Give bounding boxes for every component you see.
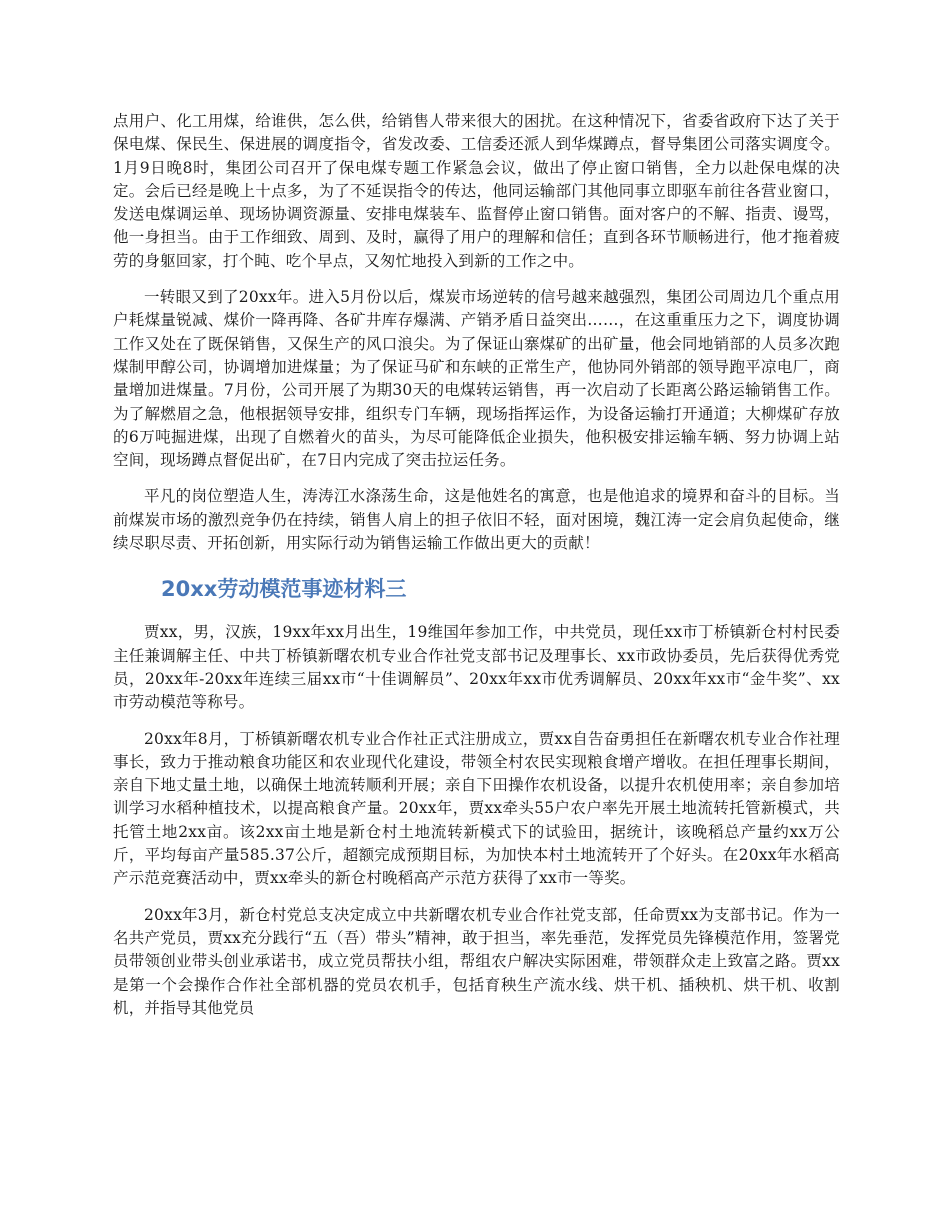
section-heading: 20xx劳动模范事迹材料三 (161, 577, 407, 602)
paragraph: 点用户、化工用煤，给谁供，怎么供，给销售人带来很大的困扰。在这种情况下，省委省政府下达了关于保电煤、保民生、保进展的调度指令，省发改委、工信委还派人到华煤蹲点，督导集团公司落实调度令。1月9日晚8时，集团公司召开了保电煤专题工作紧急会议，做出了停止窗口销售，全力以赴保电煤的决定。会后已经是晚上十点多，为了不延误指令的传达，他同运输部门其他同事立即驱车前往各营业窗口，发送电煤调运单、现场协调资源量、安排电煤装车、监督停止窗口销售。面对客户的不解、指责、谩骂，他一身担当。由于工作细致、周到、及时，赢得了用户的理解和信任；直到各环节顺畅进行，他才拖着疲劳的身躯回家，打个盹、吃个早点，又匆忙地投入到新的工作之中。 (113, 112, 840, 270)
paragraph: 20xx年3月，新仓村党总支决定成立中共新曙农机专业合作社党支部，任命贾xx为支部书记。作为一名共产党员，贾xx充分践行“五（吾）带头”精神，敢于担当，率先垂范，发挥党员先锋模范作用，签署党员带领创业带头创业承诺书，成立党员帮扶小组，帮组农户解决实际困难，带领群众走上致富之路。贾xx是第一个会操作合作社全部机器的党员农机手，包括育秧生产流水线、烘干机、插秧机、烘干机、收割机，并指导其他党员 (113, 905, 840, 1017)
paragraph: 平凡的岗位塑造人生，涛涛江水涤荡生命，这是他姓名的寓意，也是他追求的境界和奋斗的目标。当前煤炭市场的激烈竞争仍在持续，销售人肩上的担子依旧不轻，面对困境，魏江涛一定会肩负起使命，继续尽职尽责、开拓创新，用实际行动为销售运输工作做出更大的贡献！ (113, 487, 840, 553)
paragraph: 贾xx，男，汉族，19xx年xx月出生，19维国年参加工作，中共党员，现任xx市丁桥镇新仓村村民委主任兼调解主任、中共丁桥镇新曙农机专业合作社党支部书记及理事长、xx市政协委员，先后获得优秀党员，20xx年-20xx年连续三届xx市“十佳调解员”、20xx年xx市优秀调解员、20xx年xx市“金牛奖”、xx市劳动模范等称号。 (113, 623, 840, 712)
paragraph: 20xx年8月，丁桥镇新曙农机专业合作社正式注册成立，贾xx自告奋勇担任在新曙农机专业合作社理事长，致力于推动粮食功能区和农业现代化建设，带领全村农民实现粮食增产增收。在担任理事长期间，亲自下地丈量土地，以确保土地流转顺利开展；亲自下田操作农机设备，以提升农机使用率；亲自参加培训学习水稻种植技术，以提高粮食产量。20xx年，贾xx牵头55户农户率先开展土地流转托管新模式，共托管土地2xx亩。该2xx亩土地是新仓村土地流转新模式下的试验田，据统计，该晚稻总产量约xx万公斤，平均每亩产量585.37公斤，超额完成预期目标，为加快本村土地流转开了个好头。在20xx年水稻高产示范竞赛活动中，贾xx牵头的新仓村晚稻高产示范方获得了xx市一等奖。 (113, 729, 840, 888)
paragraph: 一转眼又到了20xx年。进入5月份以后，煤炭市场逆转的信号越来越强烈，集团公司周边几个重点用户耗煤量锐减、煤价一降再降、各矿井库存爆满、产销矛盾日益突出……，在这重重压力之下，调度协调工作又处在了既保销售，又保生产的风口浪尖。为了保证山寨煤矿的出矿量，他会同地销部的人员多次跑煤制甲醇公司，协调增加进煤量；为了保证马矿和东峡的正常生产，他协同外销部的领导跑平凉电厂，商量增加进煤量。7月份，公司开展了为期30天的电煤转运销售，再一次启动了长距离公路运输销售工作。为了解燃眉之急，他根据领导安排，组织专门车辆，现场指挥运作，为设备运输打开通道；大柳煤矿存放的6万吨掘进煤，出现了自燃着火的苗头，为尽可能降低企业损失，他积极安排运输车辆、努力协调上站空间，现场蹲点督促出矿，在7日内完成了突击拉运任务。 (113, 288, 840, 470)
document-page (113, 110, 840, 1033)
